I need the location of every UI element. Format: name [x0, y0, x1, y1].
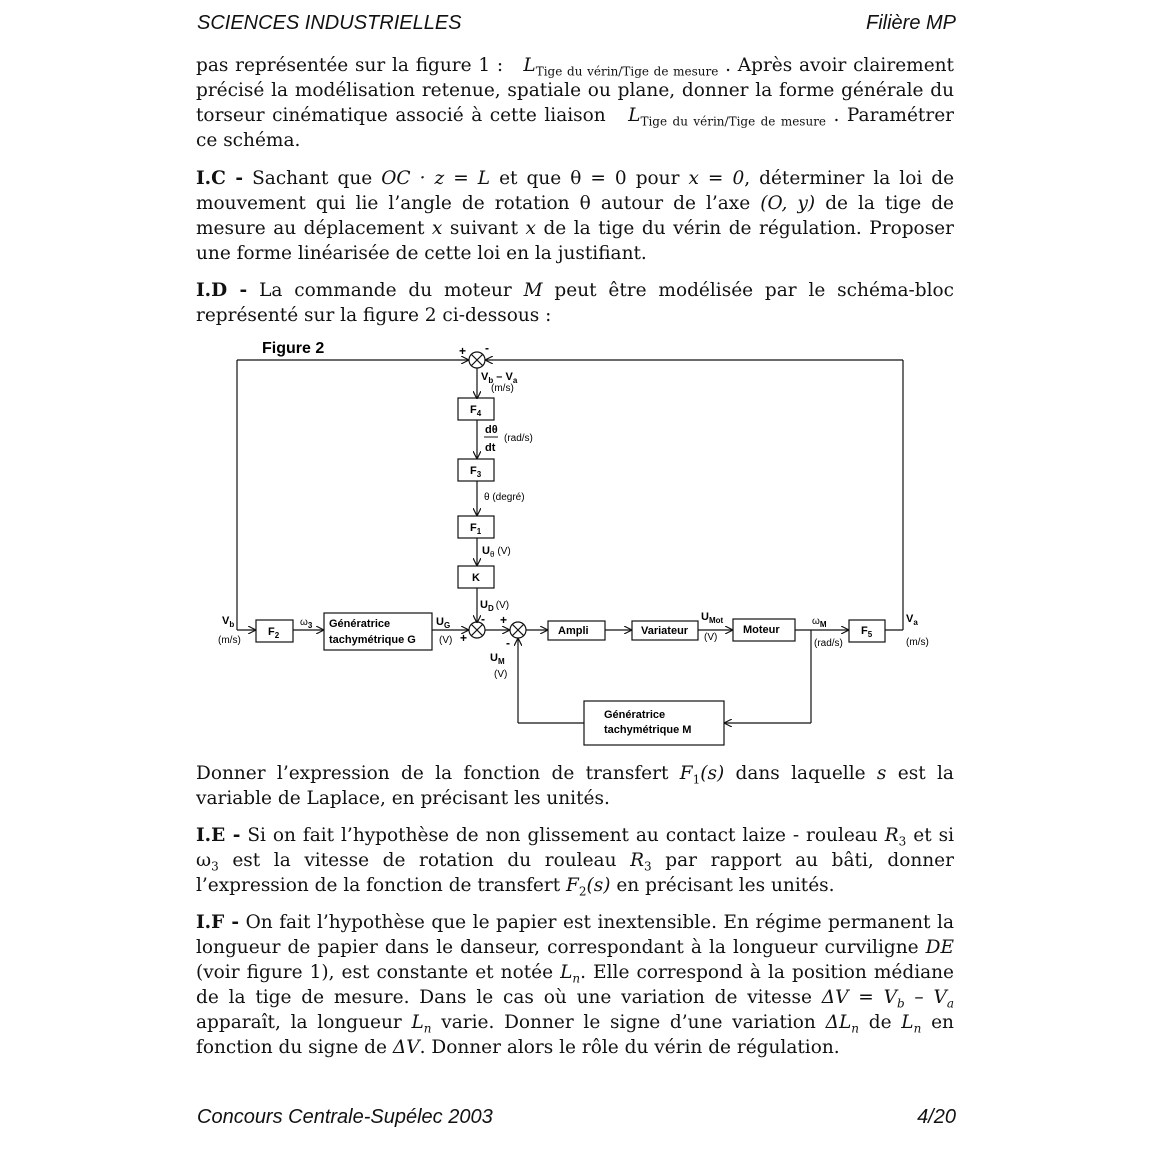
theta-degree-label: θ (degré)	[484, 492, 525, 503]
sign-minus: -	[506, 636, 510, 650]
block-f1: $F_1$	[470, 522, 482, 536]
omega3-label: $\omega_3$	[300, 617, 313, 630]
sign-plus: +	[460, 631, 468, 645]
block-f4: $F_4$	[470, 404, 482, 418]
block-f3: $F_3$	[470, 465, 482, 479]
ud-label: $U_D$ (V)	[480, 599, 510, 613]
dtheta-num: dθ	[485, 424, 498, 436]
section-ie: I.E - Si on fait l’hypothèse de non glissement au contact laize - rouleau $R_3$ et si $\omega_3$ est la vitesse de rotation du rouleau $R_3$ par rapport au bâti, donner l’expression de la fonction de transfert $F_2(s)$ en précisant les unités.	[196, 825, 954, 899]
section-if: I.F - On fait l’hypothèse que le papier est inextensible. En régime permanent la longueur de papier dans le danseur, correspondant à la longueur curviligne DE (voir figure 1), est constante et notée $L_n$. Elle correspond à la position médiane de la tige de mesure. Dans le cas où une variation de vitesse $\Delta V = V_b - V_a$ apparaît, la longueur $L_n$ varie. Donner le signe d’une variation $\Delta L_n$ de $L_n$ en fonction du signe de ΔV. Donner alors le rôle du vérin de régulation.	[196, 912, 955, 1058]
omegam-label: $\omega_M$	[812, 616, 827, 629]
section-label: I.C -	[196, 168, 244, 189]
footer-left: Concours Centrale-Supélec 2003	[197, 1106, 493, 1128]
unit-ms: (m/s)	[906, 637, 929, 648]
unit-ms: (m/s)	[218, 635, 241, 646]
section-label: I.D -	[196, 280, 248, 301]
unit-v: (V)	[704, 632, 718, 643]
unit-rads: (rad/s)	[814, 638, 843, 649]
gen-g-line1: Génératrice	[329, 618, 391, 630]
block-variateur: Variateur	[641, 625, 689, 637]
u-theta-label: $U_\theta$ (V)	[482, 545, 511, 559]
gen-g-line2: tachymétrique G	[329, 634, 416, 646]
block-moteur: Moteur	[743, 624, 780, 636]
unit-ms: (m/s)	[491, 383, 514, 394]
block-f5: $F_5$	[861, 625, 873, 639]
section-label: I.F -	[196, 912, 240, 933]
dtheta-den: dt	[485, 442, 496, 454]
um-label: $U_M$	[490, 652, 505, 666]
va-label: $V_a$	[906, 613, 918, 627]
footer-right: 4/20	[917, 1106, 956, 1128]
header-right: Filière MP	[865, 12, 956, 34]
figure-title: Figure 2	[262, 340, 325, 357]
sign-plus: +	[459, 344, 467, 358]
gen-m-line1: Génératrice	[604, 709, 666, 721]
block-f2: $F_2$	[268, 626, 280, 640]
sign-minus: -	[481, 612, 485, 626]
ug-label: $U_G$	[436, 616, 451, 630]
block-k: K	[472, 572, 480, 584]
umot-label: $U_{Mot}$	[701, 611, 724, 625]
sign-minus: -	[485, 341, 489, 355]
vb-minus-va-label: $V_b - V_a$	[481, 371, 518, 385]
unit-v: (V)	[439, 635, 453, 646]
section-label: I.E -	[196, 825, 241, 846]
intro-paragraph: pas représentée sur la figure 1 : $L_{Tige du vérin/Tige de mesure}$ . Après avoir clairement précisé la modélisation retenue, spatiale ou plane, donner la forme générale du torseur cinématique associé à cette liaison $L_{Tige du vérin/Tige de mesure}$ . Paramétrer ce schéma.	[196, 55, 954, 151]
unit-rads: (rad/s)	[504, 433, 533, 444]
vb-label: $V_b$	[222, 615, 235, 629]
section-ic: I.C - Sachant que OC · z = L et que θ = 0 pour x = 0, déterminer la loi de mouvement qui lie l’angle de rotation θ autour de l’axe (O, y) de la tige de mesure au déplacement x suivant x de la tige du vérin de régulation. Proposer une forme linéarisée de cette loi en la justifiant.	[196, 168, 955, 264]
block-ampli: Ampli	[558, 625, 589, 637]
header-left: SCIENCES INDUSTRIELLES	[197, 12, 462, 34]
sign-plus: +	[500, 613, 508, 627]
gen-m-line2: tachymétrique M	[604, 724, 692, 736]
transfer-f1-paragraph: Donner l’expression de la fonction de transfert $F_1(s)$ dans laquelle s est la variable de Laplace, en précisant les unités.	[196, 763, 954, 809]
section-id: I.D - La commande du moteur M peut être modélisée par le schéma-bloc représenté sur la figure 2 ci-dessous :	[196, 280, 954, 326]
block-diagram-figure-2	[0, 330, 1152, 750]
unit-v: (V)	[494, 669, 508, 680]
